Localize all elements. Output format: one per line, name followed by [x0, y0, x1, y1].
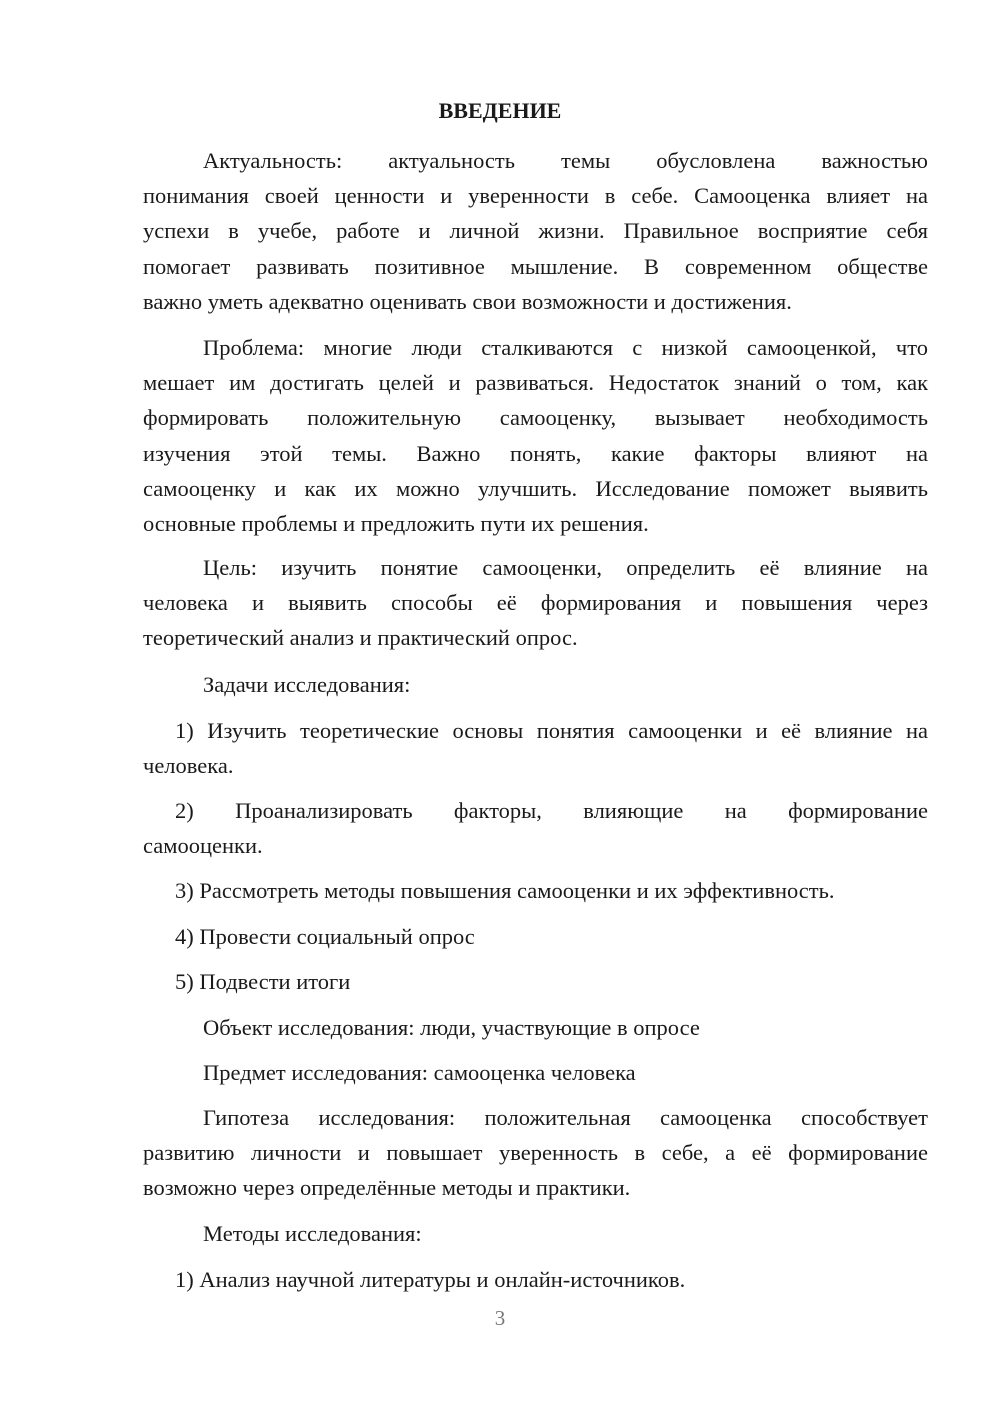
paragraph — [143, 330, 928, 541]
text-line: мешает им достигать целей и развиваться. Недостаток знаний о том, как — [143, 370, 928, 396]
paragraph — [143, 1100, 928, 1206]
text-line: 2) Проанализировать факторы, влияющие на формирование — [175, 798, 928, 823]
text-line: Актуальность: актуальность темы обусловлена важностью — [203, 148, 928, 173]
text-line: помогает развивать позитивное мышление. В современном обществе — [143, 253, 928, 279]
text-line: основные проблемы и предложить пути их решения. — [143, 510, 649, 536]
text-line: важно уметь адекватно оценивать свои возможности и достижения. — [143, 288, 792, 314]
text-line: человека и выявить способы её формирования и повышения через — [143, 590, 928, 616]
text-line: 4) Провести социальный опрос — [175, 924, 475, 949]
text-line: теоретический анализ и практический опрос. — [143, 625, 578, 651]
text-line: Цель: изучить понятие самооценки, определить её влияние на — [203, 555, 928, 580]
page-number: 3 — [494, 1306, 506, 1330]
text-line: развитию личности и повышает уверенность в себе, а её формирование — [143, 1140, 928, 1166]
text-line: успехи в учебе, работе и личной жизни. Правильное восприятие себя — [143, 218, 928, 244]
text-line: изучения этой темы. Важно понять, какие факторы влияют на — [143, 440, 928, 466]
paragraph — [143, 667, 928, 702]
text-line: Предмет исследования: самооценка человека — [203, 1060, 636, 1085]
list-item — [143, 793, 928, 863]
list-item — [143, 873, 928, 908]
text-line: 1) Изучить теоретические основы понятия самооценки и её влияние на — [175, 718, 928, 743]
text-line: 3) Рассмотреть методы повышения самооценки и их эффективность. — [175, 878, 835, 903]
text-line: самооценки. — [143, 833, 263, 859]
text-line: Гипотеза исследования: положительная самооценка способствует — [203, 1105, 928, 1130]
paragraph — [143, 1216, 928, 1251]
list-item — [143, 919, 928, 954]
paragraph — [143, 1055, 928, 1090]
paragraph — [143, 1010, 928, 1045]
text-line: самооценку и как их можно улучшить. Исследование поможет выявить — [143, 475, 928, 501]
list-item — [143, 713, 928, 783]
text-line: Проблема: многие люди сталкиваются с низкой самооценкой, что — [203, 335, 928, 360]
list-item — [143, 964, 928, 999]
text-line: Методы исследования: — [203, 1221, 422, 1246]
page-title: ВВЕДЕНИЕ — [438, 98, 562, 123]
text-line: 5) Подвести итоги — [175, 969, 351, 994]
text-line: Задачи исследования: — [203, 672, 411, 697]
text-line: понимания своей ценности и уверенности в себе. Самооценка влияет на — [143, 183, 928, 209]
paragraph — [143, 143, 928, 319]
text-line: человека. — [143, 753, 234, 779]
text-line: 1) Анализ научной литературы и онлайн-источников. — [175, 1267, 686, 1292]
text-line: формировать положительную самооценку, вызывает необходимость — [143, 405, 928, 431]
list-item — [143, 1262, 928, 1297]
paragraph — [143, 550, 928, 656]
text-line: Объект исследования: люди, участвующие в опросе — [203, 1015, 700, 1040]
text-line: возможно через определённые методы и практики. — [143, 1175, 631, 1201]
